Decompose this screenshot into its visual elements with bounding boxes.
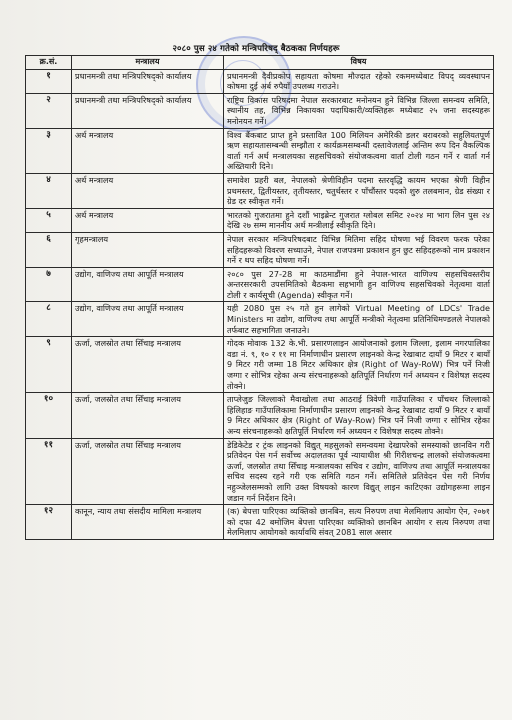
row-subject: यही 2080 पुस २५ गते हुन लागेको Virtual Meeting of LDCs' Trade Ministers मा उद्योग, वाणिज्य तथा आपूर्ति मन्त्रीको नेतृत्वमा प्रतिनिधिमण्डलले नेपालको तर्फबाट सहभागिता जनाउने। [224,302,494,337]
row-subject: ताप्लेजुङ जिल्लाको मैवाखोला तथा आठराई त्रिवेणी गाउँपालिका र पाँचथर जिल्लाको हिलिहाङ गाउँपालिकामा निर्माणाधीन प्रसारण लाइनको केन्द्र रेखाबाट दायाँ 9 मिटर र बायाँ 9 मिटर अधिकार क्षेत्र (Right of Way-Row) भित्र पर्ने निजी जग्गा र सोभित्र रहेका अन्य संरचनाहरूको क्षतिपूर्ति निर्धारण गर्न अध्ययन र विशेषज्ञ सदस्य तोक्ने। [224,393,494,438]
row-sn: ६ [26,232,72,267]
table-row [26,232,494,267]
row-ministry: कानून, न्याय तथा संसदीय मामिला मन्त्रालय [72,505,224,540]
table-row [26,438,494,505]
table-row [26,337,494,393]
header-ministry: मन्त्रालय [72,56,224,70]
table-row [26,93,494,128]
row-ministry: अर्थ मन्त्रालय [72,208,224,232]
row-ministry: अर्थ मन्त्रालय [72,128,224,173]
row-sn: ७ [26,267,72,302]
row-subject: गोदक मोवाक 132 के.भी. प्रसारणलाइन आयोजनाको इलाम जिल्ला, इलाम नगरपालिका वडा नं. ९, १० र ११ मा निर्माणाधीन प्रसारण लाइनको केन्द्र रेखाबाट दायाँ 9 मिटर र बायाँ 9 मिटर गरी जम्मा 18 मिटर अधिकार क्षेत्र (Right of Way-RoW) भित्र पर्ने निजी जग्गा र सोभित्र रहेका अन्य संरचनाहरूको क्षतिपूर्ति निर्धारण गर्न अध्ययन र विशेषज्ञ सदस्य तोक्ने। [224,337,494,393]
table-row [26,69,494,93]
table-row [26,208,494,232]
row-sn: १० [26,393,72,438]
table-row [26,173,494,208]
row-sn: ५ [26,208,72,232]
row-ministry: ऊर्जा, जलस्रोत तथा सिँचाइ मन्त्रालय [72,393,224,438]
row-ministry: उद्योग, वाणिज्य तथा आपूर्ति मन्त्रालय [72,267,224,302]
row-subject: समावेश प्रहरी बल, नेपालको श्रेणीविहीन पदमा स्तरवृद्धि कायम भएका श्रेणी विहीन प्रथमस्तर, द्वितीयस्तर, तृतीयस्तर, चतुर्थस्तर र पाँचौंस्तर पदको शुरु तलबमान, ग्रेड संख्या र ग्रेड दर स्वीकृत गर्ने। [224,173,494,208]
row-ministry: ऊर्जा, जलस्रोत तथा सिँचाइ मन्त्रालय [72,337,224,393]
row-sn: १ [26,69,72,93]
table-row [26,505,494,540]
table-row [26,267,494,302]
page-title: २०८० पुस २४ गतेको मन्त्रिपरिषद् बैठकका निर्णयहरू [172,44,340,54]
row-subject: नेपाल सरकार मन्त्रिपरिषदबाट विभिन्न मितिमा सहिद घोषणा भई विवरण फरक परेका सहिदहरूको विवरण सच्याउने, नेपाल राजपत्रमा प्रकाशन हुन छुट सहिदहरूको नाम प्रकाशन गर्ने र थप सहिद घोषणा गर्ने। [224,232,494,267]
row-subject: राष्ट्रिय विकास परिषदमा नेपाल सरकारबाट मनोनयन हुने विभिन्न जिल्ला समन्वय समिति, स्थानीय तह, विभिन्न निकायका पदाधिकारी/व्यक्तिहरू मध्येबाट २५ जना सदस्यहरू मनोनयन गर्ने। [224,93,494,128]
row-sn: ४ [26,173,72,208]
header-subject: विषय [224,56,494,70]
header-sn: क्र.सं. [26,56,72,70]
row-subject: प्रधानमन्त्री दैवीप्रकोप सहायता कोषमा मौज्दात रहेको रकममध्येबाट विपद् व्यवस्थापन कोषमा दुई अर्ब रुपैयाँ उपलब्ध गराउने। [224,69,494,93]
table-row [26,128,494,173]
row-ministry: उद्योग, वाणिज्य तथा आपूर्ति मन्त्रालय [72,302,224,337]
row-sn: ३ [26,128,72,173]
table-header-row [26,56,494,70]
row-sn: ९ [26,337,72,393]
table-row [26,393,494,438]
row-subject: (क) बेपत्ता पारिएका व्यक्तिको छानबिन, सत्य निरुपण तथा मेलमिलाप आयोग ऐन, २०७१ को दफा 42 बमोजिम बेपत्ता पारिएका व्यक्तिको छानबिन आयोग र सत्य निरुपण तथा मेलमिलाप आयोगको कार्यावधि संवत् 2081 साल असार [224,505,494,540]
row-ministry: गृहमन्त्रालय [72,232,224,267]
row-ministry: ऊर्जा, जलस्रोत तथा सिँचाइ मन्त्रालय [72,438,224,505]
row-sn: २ [26,93,72,128]
row-subject: २०८० पुस 27-28 मा काठमाडौंमा हुने नेपाल-भारत वाणिज्य सहसचिवस्तरीय अन्तरसरकारी उपसमितिको बैठकमा सहभागी हुन वाणिज्य सहसचिवको नेतृत्वमा वार्ता टोली र कार्यसूची (Agenda) स्वीकृत गर्ने। [224,267,494,302]
decisions-table [25,55,494,540]
row-ministry: प्रधानमन्त्री तथा मन्त्रिपरिषद्को कार्यालय [72,69,224,93]
row-sn: ११ [26,438,72,505]
row-subject: भारतको गुजरातमा हुने दशौं भाइब्रेन्ट गुजरात ग्लोबल समिट २०२४ मा भाग लिन पुस २४ देखि २७ सम्म माननीय अर्थ मन्त्रीलाई स्वीकृति दिने। [224,208,494,232]
table-row [26,302,494,337]
row-ministry: अर्थ मन्त्रालय [72,173,224,208]
row-ministry: प्रधानमन्त्री तथा मन्त्रिपरिषद्को कार्यालय [72,93,224,128]
row-sn: ८ [26,302,72,337]
row-subject: डेडिकेटेड र ट्रंक लाइनको विद्युत् महसुलको समन्वयमा देखापरेको समस्याको छानविन गरी प्रतिवेदन पेस गर्न सर्वोच्च अदालतका पूर्व न्यायाधीश श्री गिरीशचन्द्र लालको संयोजकत्वमा ऊर्जा, जलस्रोत तथा सिँचाइ मन्त्रालयका सचिव र उद्योग, वाणिज्य तथा आपूर्ति मन्त्रालयका सचिव सदस्य रहने गरी एक समिति गठन गर्ने। समितिले प्रतिवेदन पेस गरी निर्णय नहुञ्जेलसम्मको लागि उक्त विषयको कारण विद्युत् लाइन काटिएका उद्योगहरूमा लाइन जडान गर्न निर्देशन दिने। [224,438,494,505]
row-subject: विश्व बैंकबाट प्राप्त हुने प्रस्तावित 100 मिलियन अमेरिकी डलर बराबरको सहुलियतपूर्ण ऋण सहायतासम्बन्धी सम्झौता र कार्यक्रमसम्बन्धी दस्तावेजलाई अन्तिम रूप दिन वैकल्पिक वार्ता गर्न अर्थ मन्त्रालयका सहसचिवको संयोजकत्वमा वार्ता टोली गठन गर्ने र वार्ता गर्न अख्तियारी दिने। [224,128,494,173]
row-sn: १२ [26,505,72,540]
